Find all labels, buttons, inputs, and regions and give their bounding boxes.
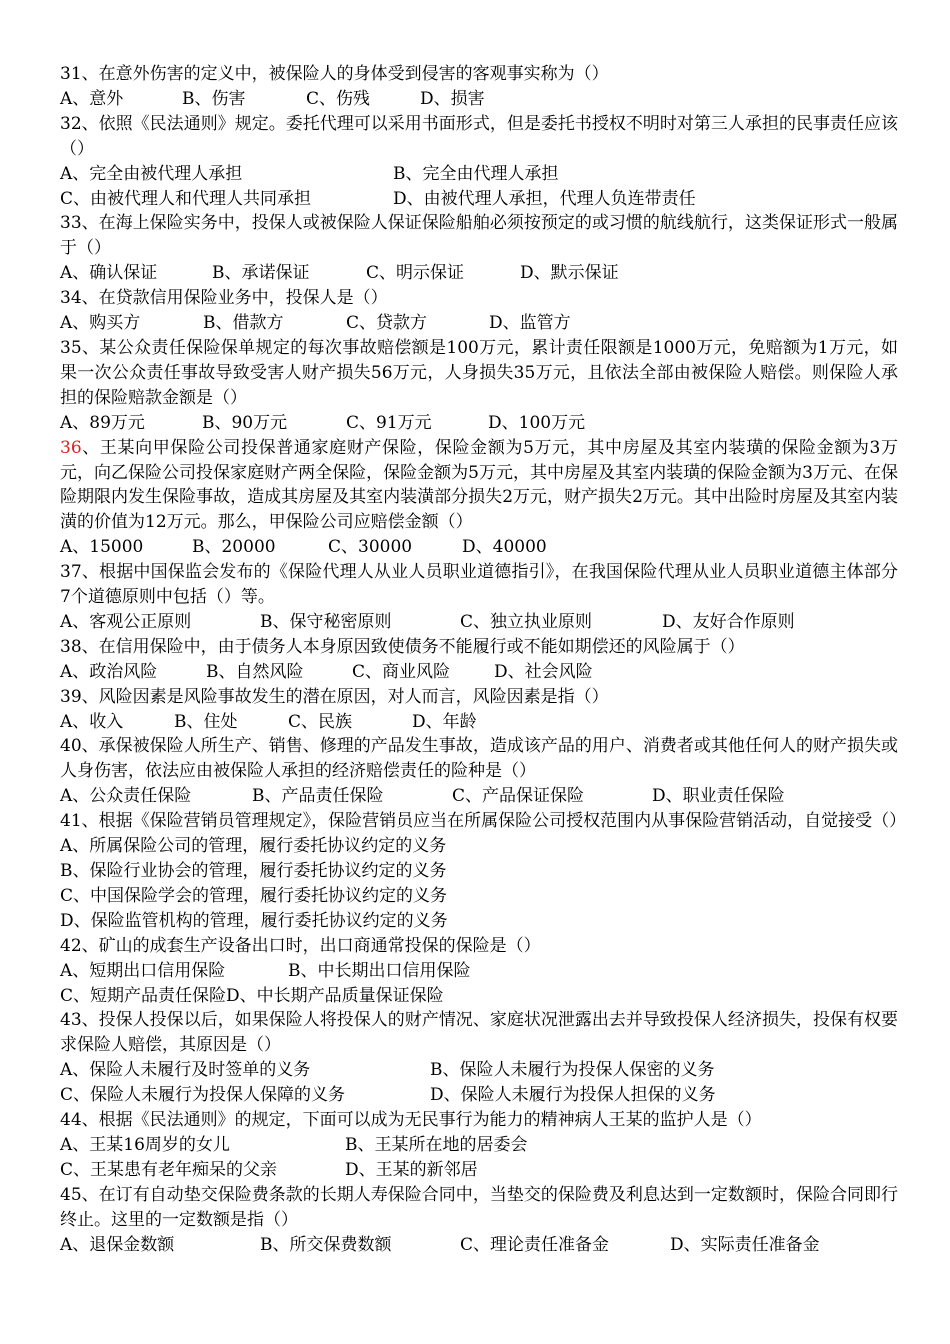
answer-option: C、理论责任准备金 bbox=[460, 1234, 610, 1255]
answer-option: A、客观公正原则 bbox=[60, 611, 192, 632]
answer-option: C、民族 bbox=[288, 711, 353, 732]
answer-option: D、40000 bbox=[462, 537, 547, 558]
question-45 bbox=[60, 1183, 898, 1258]
answer-option: A、89万元 bbox=[60, 412, 145, 433]
question-32 bbox=[60, 112, 898, 212]
option-row bbox=[60, 859, 898, 884]
question-text: 、依照《民法通则》规定。委托代理可以采用书面形式，但是委托书授权不明时对第三人承担的民事责任应该（） bbox=[60, 113, 898, 159]
question-number: 38 bbox=[60, 636, 82, 657]
option-row bbox=[60, 784, 898, 809]
exam-page bbox=[60, 62, 907, 1258]
question-text: 、在订有自动垫交保险费条款的长期人寿保险合同中，当垫交的保险费及利息达到一定数额时，保险合同即行终止。这里的一定数额是指（） bbox=[60, 1184, 898, 1230]
question-stem bbox=[60, 1008, 898, 1058]
question-33 bbox=[60, 211, 898, 286]
question-text: 、根据中国保监会发布的《保险代理人从业人员职业道德指引》，在我国保险代理从业人员职业道德主体部分7个道德原则中包括（）等。 bbox=[60, 562, 898, 608]
answer-option: D、由被代理人承担，代理人负连带责任 bbox=[393, 188, 696, 209]
option-row bbox=[60, 884, 898, 909]
question-43 bbox=[60, 1008, 898, 1108]
answer-option: A、15000 bbox=[60, 537, 144, 558]
answer-option: D、损害 bbox=[420, 88, 485, 109]
option-row bbox=[60, 984, 898, 1009]
answer-option: B、所交保费数额 bbox=[260, 1234, 392, 1255]
question-number: 36 bbox=[60, 437, 82, 458]
option-row bbox=[60, 261, 898, 286]
option-row bbox=[60, 610, 898, 635]
answer-option: D、默示保证 bbox=[520, 263, 619, 284]
question-stem bbox=[60, 809, 907, 834]
answer-option: B、伤害 bbox=[182, 88, 246, 109]
answer-option: C、产品保证保险 bbox=[452, 786, 585, 807]
question-text: 、在贷款信用保险业务中，投保人是（） bbox=[81, 288, 388, 309]
question-34 bbox=[60, 286, 898, 336]
answer-option: A、退保金数额 bbox=[60, 1234, 175, 1255]
question-37 bbox=[60, 560, 898, 635]
question-text: 、根据《民法通则》的规定，下面可以成为无民事行为能力的精神病人王某的监护人是（） bbox=[81, 1110, 762, 1131]
option-row bbox=[60, 834, 898, 859]
option-row bbox=[60, 1058, 898, 1083]
answer-option: B、住处 bbox=[174, 711, 238, 732]
option-row bbox=[60, 162, 898, 187]
question-number: 41 bbox=[60, 811, 82, 832]
question-stem bbox=[60, 211, 898, 261]
answer-option: C、商业风险 bbox=[352, 661, 451, 682]
question-number: 45 bbox=[60, 1184, 82, 1205]
answer-option: A、所属保险公司的管理，履行委托协议约定的义务 bbox=[60, 836, 447, 857]
option-row bbox=[60, 660, 898, 685]
question-36 bbox=[60, 436, 898, 561]
answer-option: C、短期产品责任保险D、中长期产品质量保证保险 bbox=[60, 985, 444, 1006]
question-41 bbox=[60, 809, 907, 934]
answer-option: B、保守秘密原则 bbox=[260, 611, 392, 632]
answer-option: C、王某患有老年痴呆的父亲 bbox=[60, 1159, 278, 1180]
question-text: 、在海上保险实务中，投保人或被保险人保证保险船舶必须按预定的或习惯的航线航行，这类保证形式一般属于（） bbox=[60, 213, 898, 259]
question-31 bbox=[60, 62, 898, 112]
question-42 bbox=[60, 934, 898, 1009]
question-number: 42 bbox=[60, 935, 82, 956]
answer-option: B、20000 bbox=[192, 537, 276, 558]
option-row bbox=[60, 1133, 898, 1158]
option-row bbox=[60, 1158, 898, 1183]
answer-option: D、监管方 bbox=[489, 313, 571, 334]
answer-option: C、保险人未履行为投保人保障的义务 bbox=[60, 1085, 346, 1106]
question-35 bbox=[60, 336, 898, 436]
answer-option: D、社会风险 bbox=[494, 661, 593, 682]
answer-option: B、自然风险 bbox=[206, 661, 304, 682]
answer-option: C、明示保证 bbox=[366, 263, 465, 284]
question-39 bbox=[60, 685, 898, 735]
answer-option: B、保险行业协会的管理，履行委托协议约定的义务 bbox=[60, 861, 447, 881]
question-stem bbox=[60, 1108, 898, 1133]
answer-option: A、完全由被代理人承担 bbox=[60, 163, 243, 184]
question-number: 33 bbox=[60, 213, 82, 234]
question-stem bbox=[60, 286, 898, 311]
question-text: 、某公众责任保险保单规定的每次事故赔偿额是100万元，累计责任限额是1000万元，免赔额为1万元，如果一次公众责任事故导致受害人财产损失56万元，人身损失35万元，且依法全部由被保险人赔偿。则保险人承担的保险赔款金额是（） bbox=[60, 337, 898, 408]
question-stem bbox=[60, 112, 898, 162]
question-text: 、根据《保险营销员管理规定》，保险营销员应当在所属保险公司授权范围内从事保险营销活动，自觉接受（） bbox=[81, 811, 907, 832]
answer-option: D、职业责任保险 bbox=[652, 786, 785, 807]
answer-option: B、中长期出口信用保险 bbox=[288, 960, 471, 981]
answer-option: A、王某16周岁的女儿 bbox=[60, 1134, 230, 1155]
question-text: 、投保人投保以后，如果保险人将投保人的财产情况、家庭状况泄露出去并导致投保人经济损失，投保有权要求保险人赔偿，其原因是（） bbox=[60, 1010, 898, 1056]
question-number: 35 bbox=[60, 337, 82, 358]
question-40 bbox=[60, 734, 898, 809]
option-row bbox=[60, 187, 898, 212]
answer-option: C、独立执业原则 bbox=[460, 611, 593, 632]
question-stem bbox=[60, 436, 898, 536]
question-text: 、王某向甲保险公司投保普通家庭财产保险，保险金额为5万元，其中房屋及其室内装璜的保险金额为3万元，向乙保险公司投保家庭财产两全保险，保险金额为5万元，其中房屋及其室内装璜的保险金额为3万元、在保险期限内发生保险事故，造成其房屋及其室内装潢部分损失2万元，财产损失2万元。其中出险时房屋及其室内装潢的价值为12万元。那么，甲保险公司应赔偿金额（） bbox=[60, 437, 898, 533]
answer-option: C、贷款方 bbox=[346, 313, 428, 334]
option-row bbox=[60, 959, 898, 984]
question-text: 、承保被保险人所生产、销售、修理的产品发生事故，造成该产品的用户、消费者或其他任何人的财产损失或人身伤害，依法应由被保险人承担的经济赔偿责任的险种是（） bbox=[60, 736, 898, 782]
answer-option: D、年龄 bbox=[412, 711, 477, 732]
answer-option: A、确认保证 bbox=[60, 263, 158, 284]
question-stem bbox=[60, 560, 898, 610]
question-number: 37 bbox=[60, 562, 82, 583]
question-stem bbox=[60, 934, 898, 959]
option-row bbox=[60, 909, 898, 934]
answer-option: D、100万元 bbox=[488, 412, 586, 433]
answer-option: B、借款方 bbox=[203, 313, 284, 334]
answer-option: C、91万元 bbox=[346, 412, 432, 433]
question-number: 39 bbox=[60, 686, 82, 707]
question-number: 34 bbox=[60, 288, 82, 309]
option-row bbox=[60, 1233, 898, 1258]
question-stem bbox=[60, 62, 898, 87]
answer-option: A、保险人未履行及时签单的义务 bbox=[60, 1060, 311, 1081]
answer-option: A、短期出口信用保险 bbox=[60, 960, 226, 981]
question-number: 31 bbox=[60, 64, 82, 84]
question-number: 32 bbox=[60, 113, 82, 134]
question-text: 、在意外伤害的定义中，被保险人的身体受到侵害的客观事实称为（） bbox=[81, 64, 609, 84]
question-stem bbox=[60, 635, 898, 660]
option-row bbox=[60, 710, 898, 735]
answer-option: A、意外 bbox=[60, 88, 124, 109]
answer-option: D、保险人未履行为投保人担保的义务 bbox=[430, 1085, 716, 1106]
answer-option: D、友好合作原则 bbox=[662, 611, 795, 632]
answer-option: A、购买方 bbox=[60, 313, 141, 334]
question-stem bbox=[60, 336, 898, 411]
question-text: 、在信用保险中，由于债务人本身原因致使债务不能履行或不能如期偿还的风险属于（） bbox=[81, 636, 745, 657]
answer-option: A、政治风险 bbox=[60, 661, 158, 682]
answer-option: D、保险监管机构的管理，履行委托协议约定的义务 bbox=[60, 910, 448, 931]
answer-option: C、中国保险学会的管理，履行委托协议约定的义务 bbox=[60, 885, 448, 906]
question-number: 43 bbox=[60, 1010, 82, 1031]
answer-option: C、伤残 bbox=[306, 88, 371, 109]
question-text: 、矿山的成套生产设备出口时，出口商通常投保的保险是（） bbox=[81, 935, 541, 956]
option-row bbox=[60, 1083, 898, 1108]
answer-option: B、90万元 bbox=[202, 412, 288, 433]
question-44 bbox=[60, 1108, 898, 1183]
question-text: 、风险因素是风险事故发生的潜在原因，对人而言，风险因素是指（） bbox=[81, 686, 609, 707]
answer-option: C、30000 bbox=[328, 537, 413, 558]
answer-option: B、承诺保证 bbox=[212, 263, 310, 284]
option-row bbox=[60, 411, 898, 436]
answer-option: A、公众责任保险 bbox=[60, 786, 192, 807]
answer-option: C、由被代理人和代理人共同承担 bbox=[60, 188, 312, 209]
option-row bbox=[60, 87, 898, 112]
answer-option: D、王某的新邻居 bbox=[345, 1159, 478, 1180]
answer-option: A、收入 bbox=[60, 711, 124, 732]
question-stem bbox=[60, 734, 898, 784]
answer-option: B、保险人未履行为投保人保密的义务 bbox=[430, 1060, 715, 1081]
answer-option: B、完全由代理人承担 bbox=[393, 163, 559, 184]
option-row bbox=[60, 311, 898, 336]
answer-option: B、王某所在地的居委会 bbox=[345, 1134, 528, 1155]
question-stem bbox=[60, 685, 898, 710]
option-row bbox=[60, 535, 898, 560]
question-stem bbox=[60, 1183, 898, 1233]
answer-option: D、实际责任准备金 bbox=[670, 1234, 820, 1255]
answer-option: B、产品责任保险 bbox=[252, 786, 384, 807]
question-number: 44 bbox=[60, 1110, 82, 1131]
question-38 bbox=[60, 635, 898, 685]
question-number: 40 bbox=[60, 736, 82, 757]
